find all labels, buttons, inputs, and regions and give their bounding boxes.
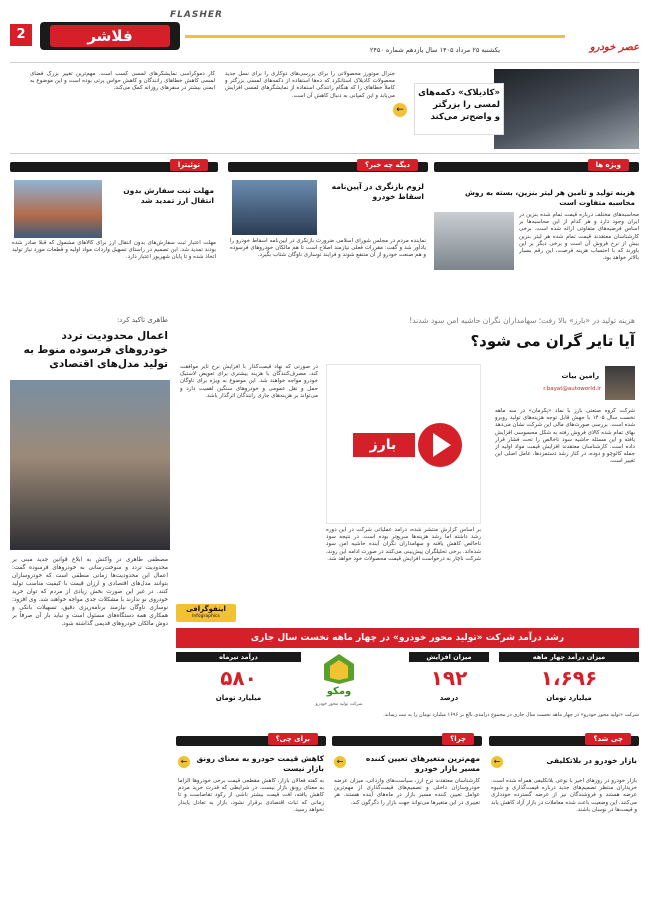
- top-teaser: [10, 62, 639, 154]
- teaser-car-interior-image: [494, 69, 639, 149]
- col-body: کارشناسان معتقدند نرخ ارز، سیاست‌های وارداتی، میزان عرضه خودروسازان داخلی و تصمیم‌های قیمت‌گذاری از مهم‌ترین عوامل تعیین کننده مسیر بازار در ماه‌های آینده هستند. هر تغییری در این متغیرها می‌تواند جهت بازار را دگرگون کند.: [334, 778, 480, 806]
- bottom-col-left: [176, 732, 326, 892]
- news-col-middle: [228, 158, 428, 306]
- infographic-title-bar: [176, 628, 639, 648]
- col-tab-label: ویژه ها: [588, 159, 629, 171]
- col-tab-label: چی شد؟: [585, 733, 631, 745]
- col-body: محاسبه‌های مختلف درباره قیمت تمام شده بنزین در ایران وجود دارد و هر کدام از این محاسبه‌ها بر اساس فرضیه‌های متفاوتی ارائه شده است. برخی کارشناسان معتقدند قیمت تمام شده هر لیتر بنزین بیش از نرخ فروش آن است و برخی دیگر بر این باورند که با احتساب هزینه فرصت، این رقم بسیار بالاتر خواهد بود.: [519, 212, 639, 262]
- col-image-portrait: [232, 180, 317, 235]
- stat-value: ۱۹۲: [430, 666, 468, 690]
- col-image-factory: [434, 212, 514, 270]
- col-tab-label: برای چی؟: [268, 733, 318, 745]
- wamco-logo-icon: [320, 652, 358, 686]
- col-headline: لزوم بازنگری در آیین‌نامه اسقاط خودرو: [331, 182, 424, 201]
- stat-label-bar: میزان درآمد چهار ماهه: [499, 652, 639, 662]
- publication-logo: عصر خودرو: [589, 42, 639, 53]
- stat-tir: [176, 652, 301, 710]
- wamco-name: ومکو: [326, 686, 352, 697]
- col-headline: مهم‌ترین متغیرهای تعیین کننده مسیر بازار خودرو: [365, 754, 480, 773]
- infographic-badge: [176, 604, 236, 622]
- col-tab-label: دیگه چه خبر؟: [357, 159, 418, 171]
- section-title: فلاشر: [50, 25, 170, 47]
- stat-label-bar: میزان افزایش: [409, 652, 489, 662]
- opinion-headline-line2: خودروهای فرسوده منوط به: [23, 344, 168, 356]
- main-col-left: در صورتی که نهاد قیمت‌گذار با افزایش نرخ تایر موافقت کند، مصرف‌کنندگان با هزینه بیشتری برای تعویض لاستیک خودرو مواجه خواهند شد. این موضوع به ویژه برای ناوگان حمل و نقل عمومی و خودروهای سنگین اهمیت دارد و می‌تواند بر هزینه‌های جاری رانندگان اثرگذار باشد.: [180, 364, 318, 399]
- brand-logo-text: بارز: [369, 437, 397, 453]
- teaser-col2: کار دموکراسی نمایشگرهای لمسی کسب است. مهم‌ترین تغییر بزرگ فضای لمسی کاهش خطاهای رانندگان و کاهش حواس پرتی بوده است و این موضوع به ایمنی بیشتر در سفرهای روزانه کمک می‌کند.: [30, 71, 215, 92]
- col-arrow-icon: ←: [334, 756, 346, 768]
- stat-four-month: [499, 652, 639, 710]
- col-tab-label: توئیترا: [170, 159, 208, 171]
- news-columns-row: [10, 158, 639, 306]
- col-arrow-icon: ←: [491, 756, 503, 768]
- bottom-col-middle: [332, 732, 482, 892]
- col-image-containers: [14, 180, 102, 238]
- news-col-left: [10, 158, 218, 306]
- main-article: [176, 312, 639, 602]
- header-rule: [185, 35, 565, 38]
- teaser-arrow-icon: ←: [393, 103, 407, 117]
- col-body: به گفته فعالان بازار، کاهش مقطعی قیمت برخی خودروها الزاماً به معنای رونق بازار نیست. در شرایطی که قدرت خرید مردم کاهش یافته، افت قیمت بیشتر ناشی از رکود تقاضاست و تا زمانی که ثبات اقتصادی برقرار نشود، بازار به تعادل پایدار نخواهد رسید.: [178, 778, 324, 813]
- teaser-title-line1: «کادیلاک» دکمه‌های: [418, 88, 500, 98]
- opinion-headline-line3: تولید مدل‌های اقتصادی: [49, 358, 168, 370]
- stat-unit: میلیارد تومان: [215, 694, 262, 702]
- opinion-headline-line1: اعمال محدودیت تردد: [61, 330, 168, 342]
- col-headline: هزینه تولید و تامین هر لیتر بنزین، بسته به روش محاسبه متفاوت است: [464, 188, 635, 207]
- col-body: بازار خودرو در روزهای اخیر با نوعی بلاتکلیفی همراه شده است. خریداران منتظر تصمیم‌های جدید درباره قیمت‌گذاری و شیوه عرضه هستند و فروشندگان نیز از عرضه گسترده خودداری می‌کنند. این وضعیت باعث شده معاملات در بازار آزاد کاهش یابد و قیمت‌ها در نوسان باشند.: [491, 778, 637, 813]
- col-arrow-icon: ←: [178, 756, 190, 768]
- author-email: r.bayat@autoworld.ir: [543, 386, 601, 392]
- opinion-portrait: [10, 380, 170, 550]
- badge-subtitle: Infographics: [192, 614, 220, 619]
- date-line: یکشنبه ۲۵ مرداد ۱۴۰۵ سال یازدهم شماره ۲۴۵۰: [369, 46, 500, 54]
- infographic: [176, 604, 639, 724]
- col-body: نماینده مردم در مجلس شورای اسلامی ضرورت بازنگری در آیین‌نامه اسقاط خودرو را یادآور شد و گفت: مقررات فعلی نیازمند اصلاح است تا هم مالکان خودروهای فرسوده و هم صنعت خودرو از آن منتفع شوند و فرایند نوسازی ناوگان شتاب بگیرد.: [230, 238, 426, 259]
- stat-value: ۵۸۰: [220, 666, 257, 690]
- page-number-box: 2: [10, 24, 32, 46]
- news-col-right: [434, 158, 639, 306]
- col-headline: بازار خودرو در بلاتکلیفی: [546, 756, 637, 765]
- stat-label-bar: درآمد تیرماه: [176, 652, 301, 662]
- main-col-right: شرکت گروه صنعتی بارز با نماد «پکرمان» در سه ماهه نخست سال ۱۴۰۵ با جهش قابل توجه هزینه‌های تولید روبرو شده است. بررسی صورت‌های مالی این شرکت نشان می‌دهد بهای تمام شده کالای فروش رفته به شکل محسوسی افزایش یافته و این مسئله حاشیه سود ناخالص را تحت فشار قرار داده است. کارشناسان معتقدند افزایش قیمت مواد اولیه از جمله کائوچو و دوده، در کنار رشد دستمزدها، عامل اصلی این تغییر است.: [495, 408, 635, 465]
- author-box: [525, 364, 635, 404]
- teaser-title-box: [414, 83, 504, 135]
- opinion-body: مصطفی طاهری در واکنش به ابلاغ قوانین جدید مبنی بر محدودیت تردد و سوخت‌رسانی به خودروهای فرسوده گفت: اعمال این محدودیت‌ها زمانی منطقی است که خودروسازان بتوانند مدل‌های اقتصادی و ارزان قیمت با کیفیت مناسب تولید کنند. در غیر این صورت بخش زیادی از مردم که توان خرید خودروی نو ندارند با مشکلات جدی مواجه خواهند شد. وی افزود: نوسازی ناوگان نیازمند برنامه‌ریزی دقیق، تسهیلات بانکی و همکاری همه دستگاه‌های مسئول است و نباید بار آن صرفاً بر دوش مالکان خودروهای قدیمی گذاشته شود.: [12, 557, 168, 627]
- bottom-columns-row: [176, 732, 639, 892]
- badge-title: اینفوگرافی: [186, 605, 226, 613]
- section-title-banner: [40, 22, 180, 50]
- author-name: رامین بیات: [561, 372, 599, 380]
- col-body: مهلت اعتبار ثبت سفارش‌های بدون انتقال ارز برای کالاهای مشمول که قبلاً صادر شده بودند تمدید شد. این تصمیم در راستای تسهیل واردات مواد اولیه و قطعات مورد نیاز تولید اتخاذ شده و تا پایان شهریور اعتبار دارد.: [12, 240, 216, 261]
- stat-unit: میلیارد تومان: [546, 694, 592, 702]
- col-tab-label: چرا؟: [442, 733, 474, 745]
- teaser-col1: جنرال موتورز محصولاتی را برای بررسی‌های دوکاری را برای نسل جدید محصولات کادیلاک استانکرد که ده‌ها استفاده از دکمه‌های لمسی بزرگتر و کاملاً خطاهای را که هنگام رانندگی استفاده از نمایشگرهای لمسی افزایش می‌یابد و این کمپانی به دنبال کاهش آن است.: [225, 71, 395, 99]
- stat-unit: درصد: [439, 694, 459, 702]
- stat-value: ۱،۶۹۶: [540, 666, 598, 690]
- infographic-footnote: شرکت «تولید محور خودرو» در چهار ماهه نخست سال جاری در مجموع درآمدی بالغ بر ۱۶۹۶ میلیارد تومان را به ثبت رساند.: [383, 712, 639, 718]
- col-headline: مهلت ثبت سفارش بدون انتقال ارز تمدید شد: [123, 186, 214, 205]
- teaser-title-line3: و واضح‌تر می‌کند: [430, 112, 500, 122]
- wamco-caption: شرکت تولید محور خودرو: [315, 702, 363, 707]
- infographic-title: رشد درآمد شرکت «تولید محور خودرو» در چهار ماهه نخست سال جاری: [250, 633, 565, 643]
- stat-increase: [409, 652, 489, 710]
- main-headline: آیا تایر گران می شود؟: [470, 332, 635, 350]
- col-headline: کاهش قیمت خودرو به معنای رونق بازار نیست: [196, 754, 324, 773]
- section-latin: FLASHER: [170, 10, 223, 20]
- opinion-kicker: طاهری تاکید کرد:: [116, 316, 168, 324]
- main-col-mid: بر اساس گزارش منتشر شده، درآمد عملیاتی شرکت در این دوره رشد داشته اما رشد هزینه‌ها سریع‌تر بوده است. در نتیجه سود ناخالص کاهش یافته و سهامداران نگران آینده حاشیه امن سود شده‌اند. برخی تحلیلگران پیش‌بینی می‌کنند در صورت ادامه این روند، شرکت ناچار به درخواست افزایش قیمت محصولات خود خواهد شد.: [326, 527, 481, 562]
- teaser-title-line2: لمسی را بزرگتر: [433, 100, 500, 110]
- wamco-brand: [308, 652, 370, 712]
- author-avatar: [605, 366, 635, 400]
- opinion-sidebar: [10, 312, 170, 892]
- brand-logo-box: [326, 364, 481, 524]
- main-kicker: هزینه تولید در «بارز» بالا رفت؛ سهامداران نگران حاشیه امن سود شدند!: [409, 316, 635, 325]
- page-header: [10, 10, 639, 62]
- bottom-col-right: [489, 732, 639, 892]
